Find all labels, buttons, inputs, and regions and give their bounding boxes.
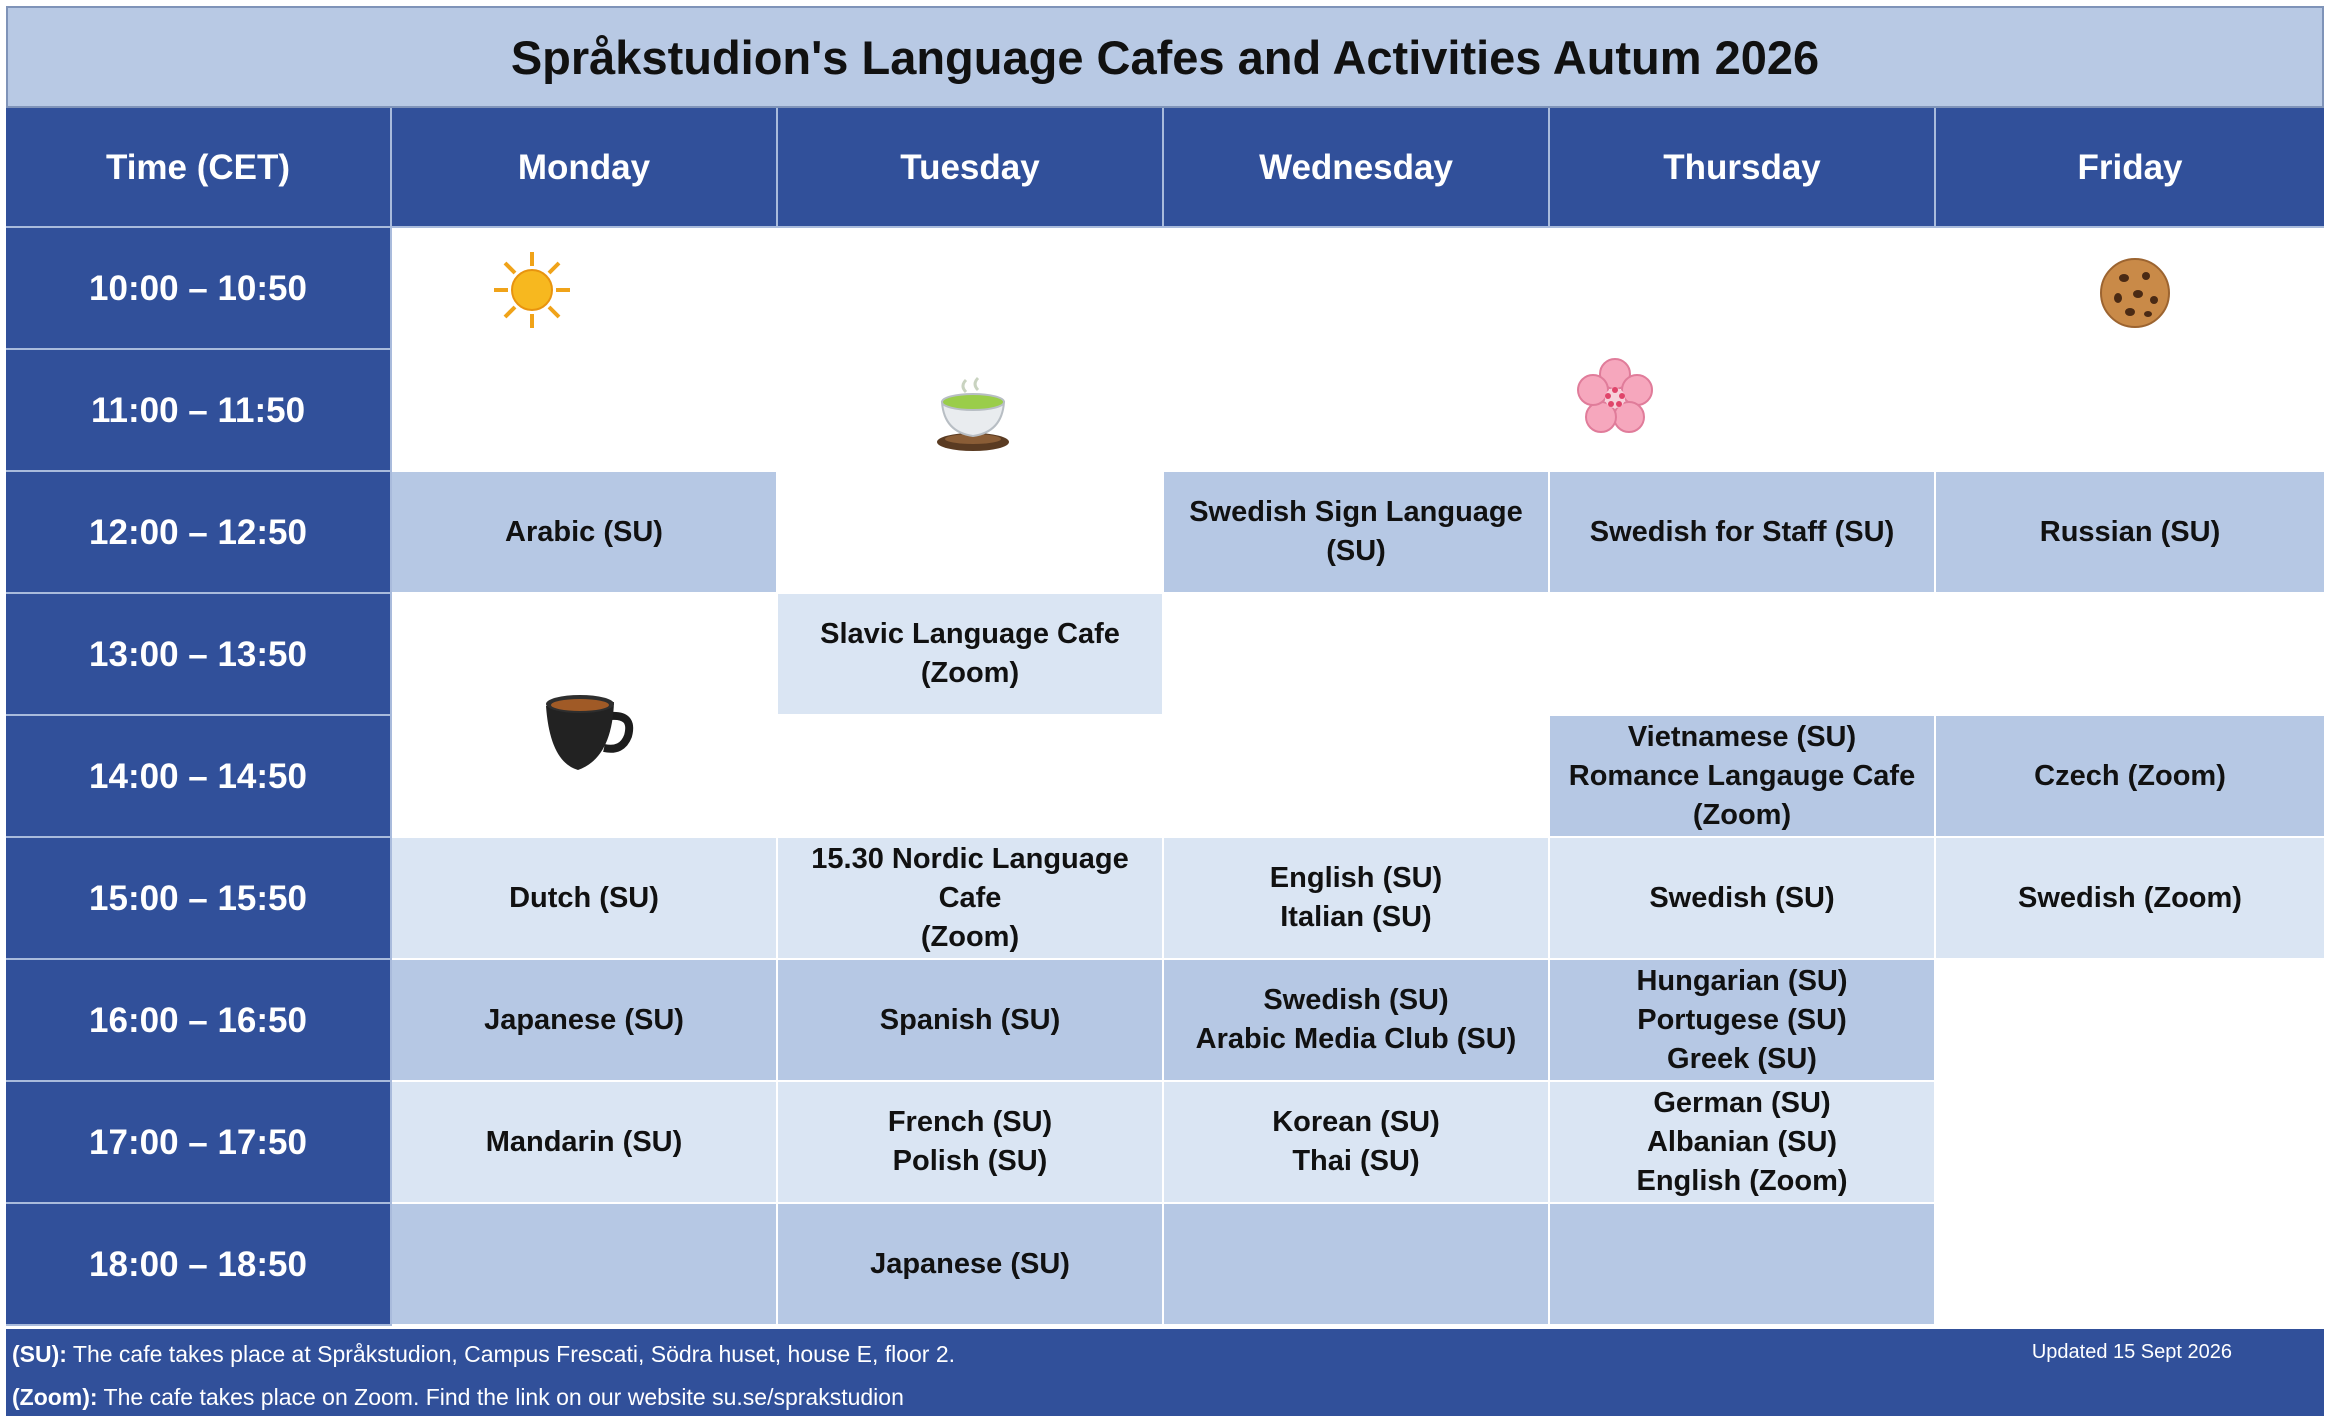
time-slot: 14:00 – 14:50	[6, 716, 392, 838]
footer-legend	[6, 1329, 2324, 1416]
session-cell-empty	[1550, 1204, 1936, 1326]
cherry-blossom-emoji	[1574, 356, 1656, 438]
time-slot: 17:00 – 17:50	[6, 1082, 392, 1204]
session-cell: Spanish (SU)	[778, 960, 1164, 1082]
header-thursday: Thursday	[1550, 108, 1936, 228]
session-cell: Hungarian (SU) Portugese (SU) Greek (SU)	[1550, 960, 1936, 1082]
header-time: Time (CET)	[6, 108, 392, 228]
schedule-grid	[6, 108, 2324, 1329]
session-cell: Russian (SU)	[1936, 472, 2324, 594]
session-cell: 15.30 Nordic Language Cafe (Zoom)	[778, 838, 1164, 960]
session-cell: French (SU) Polish (SU)	[778, 1082, 1164, 1204]
header-friday: Friday	[1936, 108, 2324, 228]
legend-su-text: The cafe takes place at Språkstudion, Campus Frescati, Södra huset, house E, floor 2.	[66, 1341, 956, 1367]
session-cell: Arabic (SU)	[392, 472, 778, 594]
session-cell: German (SU) Albanian (SU) English (Zoom)	[1550, 1082, 1936, 1204]
cookie-emoji	[2098, 256, 2172, 330]
session-cell: Swedish (Zoom)	[1936, 838, 2324, 960]
session-cell: Mandarin (SU)	[392, 1082, 778, 1204]
time-slot: 16:00 – 16:50	[6, 960, 392, 1082]
session-cell: Vietnamese (SU) Romance Langauge Cafe (Zoom)	[1550, 716, 1936, 838]
coffee-cup-emoji	[538, 688, 638, 778]
session-cell: English (SU) Italian (SU)	[1164, 838, 1550, 960]
session-cell: Slavic Language Cafe (Zoom)	[778, 594, 1164, 716]
session-cell: Japanese (SU)	[778, 1204, 1164, 1326]
session-cell: Swedish (SU)	[1550, 838, 1936, 960]
session-cell: Dutch (SU)	[392, 838, 778, 960]
time-slot: 10:00 – 10:50	[6, 228, 392, 350]
header-wednesday: Wednesday	[1164, 108, 1550, 228]
session-cell: Czech (Zoom)	[1936, 716, 2324, 838]
green-tea-emoji	[932, 372, 1014, 454]
legend-zoom	[12, 1384, 904, 1411]
session-cell: Japanese (SU)	[392, 960, 778, 1082]
time-slot: 15:00 – 15:50	[6, 838, 392, 960]
schedule-sheet	[6, 6, 2324, 1416]
updated-date: Updated 15 Sept 2026	[2031, 1341, 2232, 1363]
session-cell-empty	[392, 1204, 778, 1326]
page-title: Språkstudion's Language Cafes and Activities Autum 2026	[6, 6, 2324, 108]
session-cell: Swedish for Staff (SU)	[1550, 472, 1936, 594]
session-cell: Swedish (SU) Arabic Media Club (SU)	[1164, 960, 1550, 1082]
legend-su-key: (SU):	[12, 1341, 67, 1367]
time-slot: 13:00 – 13:50	[6, 594, 392, 716]
time-slot: 11:00 – 11:50	[6, 350, 392, 472]
sun-emoji	[492, 250, 572, 330]
legend-zoom-text: The cafe takes place on Zoom. Find the link on our website su.se/sprakstudion	[97, 1384, 904, 1410]
session-cell-empty	[1164, 1204, 1550, 1326]
time-slot: 12:00 – 12:50	[6, 472, 392, 594]
legend-su	[12, 1341, 955, 1368]
session-cell: Swedish Sign Language (SU)	[1164, 472, 1550, 594]
header-monday: Monday	[392, 108, 778, 228]
time-slot: 18:00 – 18:50	[6, 1204, 392, 1326]
legend-zoom-key: (Zoom):	[12, 1384, 98, 1410]
header-tuesday: Tuesday	[778, 108, 1164, 228]
session-cell: Korean (SU) Thai (SU)	[1164, 1082, 1550, 1204]
